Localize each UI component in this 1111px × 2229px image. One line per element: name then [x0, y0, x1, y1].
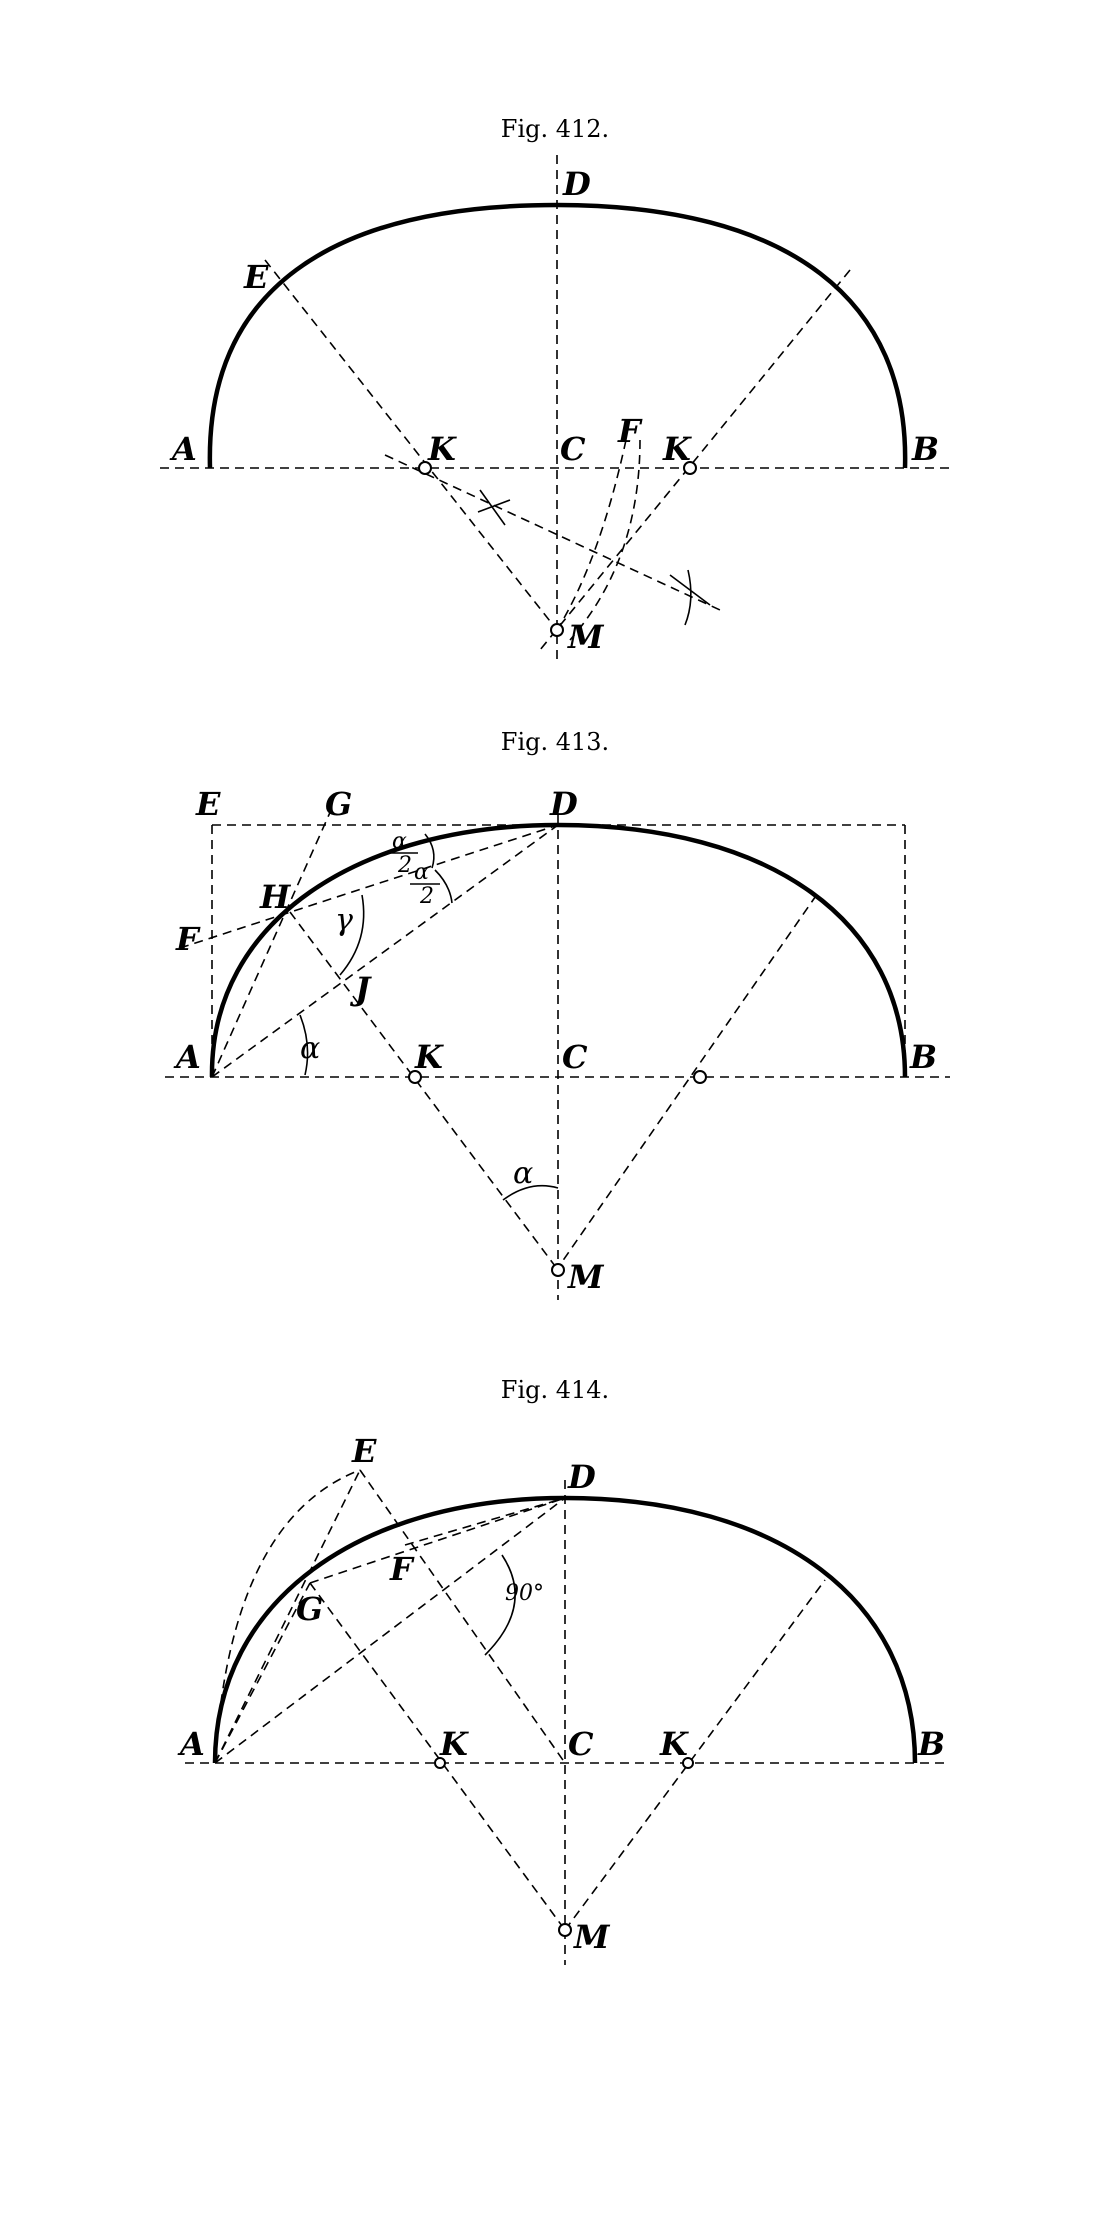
- fig-413-label-k: K: [415, 1038, 443, 1076]
- fig-414-label-d: D: [568, 1458, 596, 1496]
- fig-414-label-k-left: K: [440, 1725, 468, 1763]
- fig-413-point-m: [552, 1264, 564, 1276]
- fig-412-cross-1: [478, 490, 510, 525]
- fig-414-line-e-c: [360, 1470, 565, 1763]
- fig-414-label-b: B: [918, 1725, 946, 1763]
- fig-412-label-k-left: K: [428, 430, 456, 468]
- fig-413-angle-alpha-m-label: α: [513, 1156, 534, 1191]
- fig-414-chord-a-d: [215, 1498, 565, 1763]
- fig-412-label-m: M: [568, 618, 604, 656]
- fig-412-label-k-right: K: [663, 430, 691, 468]
- fig-413-label-h: H: [260, 878, 291, 916]
- fig-413-line-h-m: [290, 912, 558, 1270]
- fig-413-label-g: G: [325, 785, 353, 823]
- figure-413: [165, 728, 950, 1300]
- fig-412-line-e-m: [265, 260, 557, 630]
- fig-413-half-den-1: 2: [398, 853, 412, 878]
- fig-412-caption: Fig. 412.: [500, 115, 610, 143]
- fig-414-label-k-right: K: [660, 1725, 688, 1763]
- fig-413-label-d: D: [550, 785, 578, 823]
- fig-413-line-m-right: [555, 890, 820, 1272]
- fig-413-caption: Fig. 413.: [500, 728, 610, 756]
- fig-412-label-e: E: [244, 258, 269, 296]
- fig-414-label-f: F: [390, 1550, 413, 1588]
- fig-414-caption: Fig. 414.: [500, 1376, 610, 1404]
- fig-414-label-g: G: [296, 1590, 324, 1628]
- fig-413-half-den-2: 2: [420, 884, 434, 909]
- fig-413-angle-alpha-label: α: [300, 1031, 321, 1066]
- fig-413-point-k-right: [694, 1071, 706, 1083]
- fig-414-line-m-right: [565, 1580, 825, 1930]
- fig-413-label-f: F: [176, 920, 199, 958]
- fig-412-bisector: [385, 455, 720, 610]
- fig-412-label-d: D: [563, 165, 591, 203]
- fig-414-label-e: E: [352, 1432, 377, 1470]
- fig-413-label-b: B: [910, 1038, 938, 1076]
- fig-412-label-c: C: [560, 430, 586, 468]
- fig-412-point-m: [551, 624, 563, 636]
- fig-413-label-m: M: [568, 1258, 604, 1296]
- figure-414: [177, 1376, 945, 1965]
- fig-412-label-a: A: [172, 430, 197, 468]
- fig-413-half-num-1: α: [392, 829, 407, 854]
- fig-413-half-num-2: α: [414, 860, 429, 885]
- fig-413-angle-gamma-label: γ: [335, 903, 353, 938]
- fig-412-label-b: B: [912, 430, 940, 468]
- fig-414-line-a-e: [215, 1470, 360, 1763]
- fig-414-label-m: M: [574, 1918, 610, 1956]
- fig-414-line-g-m: [310, 1583, 565, 1930]
- fig-413-label-j: J: [355, 970, 371, 1008]
- fig-412-cross-2: [670, 570, 710, 625]
- fig-413-label-e: E: [196, 785, 221, 823]
- fig-413-label-c: C: [562, 1038, 588, 1076]
- fig-412-label-f: F: [618, 412, 641, 450]
- fig-413-line-f-d: [180, 825, 558, 948]
- figure-412: [160, 115, 955, 665]
- fig-414-angle-90-label: 90°: [505, 1581, 544, 1606]
- fig-414-label-c: C: [568, 1725, 594, 1763]
- fig-414-label-a: A: [180, 1725, 205, 1763]
- fig-413-label-a: A: [176, 1038, 201, 1076]
- fig-414-point-m: [559, 1924, 571, 1936]
- fig-413-angle-half-2: [435, 870, 452, 903]
